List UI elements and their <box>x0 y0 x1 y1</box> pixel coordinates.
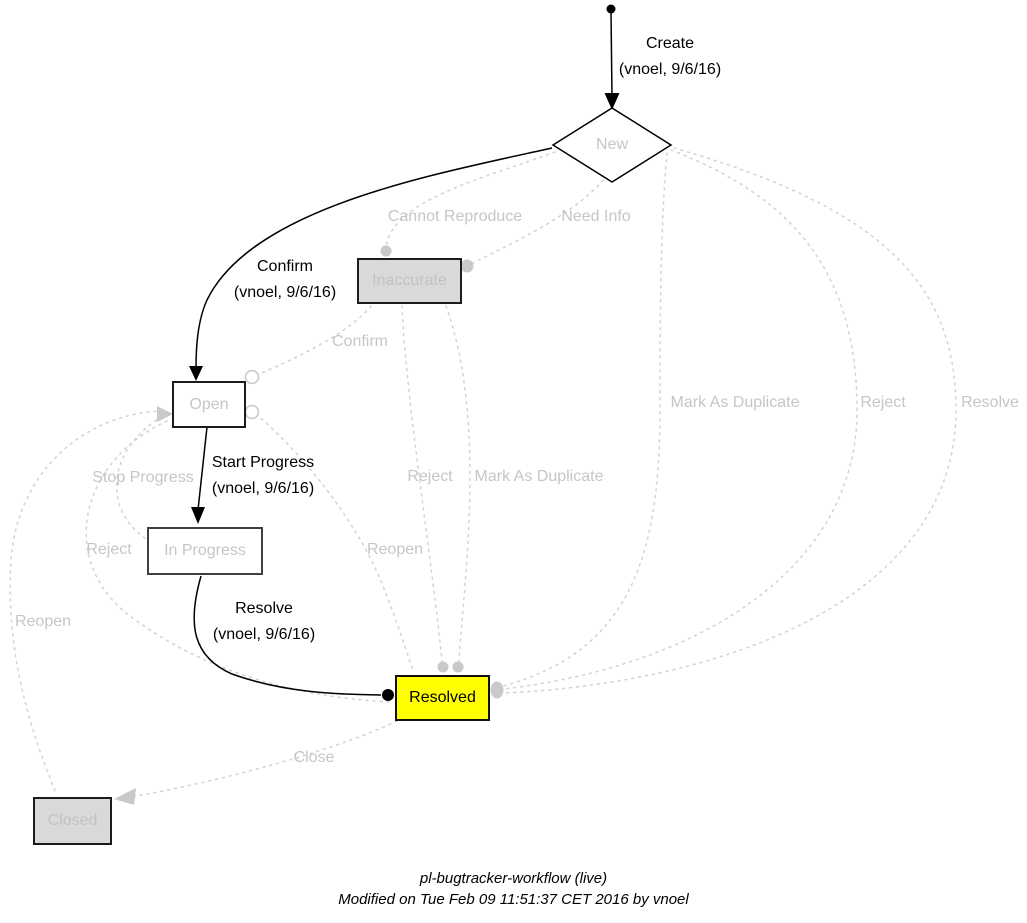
node-in-progress[interactable] <box>147 527 263 575</box>
start-state-dot <box>607 5 616 14</box>
label-confirm-name: Confirm <box>256 258 313 275</box>
start-progress-arrowhead-icon <box>191 507 205 524</box>
node-closed-label: Closed <box>47 812 98 829</box>
label-need-info: Need Info <box>561 208 631 225</box>
label-mark-as-duplicate-new: Mark As Duplicate <box>670 394 800 411</box>
label-confirm-meta: (vnoel, 9/6/16) <box>233 284 337 301</box>
edge-start-progress <box>198 427 207 510</box>
label-reject-open: Reject <box>86 541 132 558</box>
diagram-title: pl-bugtracker-workflow (live) <box>419 870 608 887</box>
diagram-modified-info: Modified on Tue Feb 09 11:51:37 CET 2016 by vnoel <box>338 891 689 908</box>
endpoint-dot <box>461 260 474 273</box>
label-resolve-meta: (vnoel, 9/6/16) <box>212 626 316 643</box>
label-close: Close <box>293 749 335 766</box>
label-create-meta: (vnoel, 9/6/16) <box>618 61 722 78</box>
label-confirm <box>234 254 336 306</box>
label-resolve-new: Resolve <box>961 394 1019 411</box>
node-inaccurate-label: Inaccurate <box>372 272 447 289</box>
node-inaccurate[interactable] <box>357 258 462 304</box>
label-start-progress <box>212 450 314 502</box>
confirm-arrowhead-icon <box>189 366 203 381</box>
label-confirm-inactive: Confirm <box>331 333 389 350</box>
label-create-name: Create <box>645 35 695 52</box>
edge-reject-new <box>503 150 857 689</box>
resolve-endpoint-dot <box>382 689 394 701</box>
label-start-progress-meta: (vnoel, 9/6/16) <box>211 480 315 497</box>
edge-close <box>131 721 397 797</box>
label-start-progress-name: Start Progress <box>211 454 315 471</box>
label-reject-inaccurate: Reject <box>407 468 453 485</box>
node-resolved-label: Resolved <box>409 689 476 706</box>
label-reopen-resolved: Reopen <box>366 541 424 558</box>
close-arrowhead-icon <box>114 788 136 805</box>
endpoint-ring <box>246 371 259 384</box>
endpoint-dot <box>438 662 449 673</box>
endpoint-dot <box>453 662 464 673</box>
label-reopen-closed: Reopen <box>14 613 72 630</box>
node-in-progress-label: In Progress <box>164 542 246 559</box>
label-stop-progress: Stop Progress <box>92 469 194 486</box>
open-incoming-arrowhead-icon <box>157 406 173 422</box>
node-open[interactable] <box>172 381 246 428</box>
label-create <box>619 31 721 83</box>
edge-mark-as-duplicate-new <box>503 153 667 686</box>
endpoint-dot <box>381 246 392 257</box>
node-closed[interactable] <box>33 797 112 845</box>
label-mark-as-duplicate-inaccurate: Mark As Duplicate <box>474 468 604 485</box>
label-reject-new: Reject <box>860 394 906 411</box>
node-resolved[interactable] <box>395 675 490 721</box>
label-resolve <box>213 596 315 648</box>
endpoint-ring <box>246 406 259 419</box>
node-new-label: New <box>595 136 629 153</box>
edge-create <box>611 13 612 97</box>
node-open-label: Open <box>189 395 229 413</box>
label-cannot-reproduce: Cannot Reproduce <box>387 208 523 225</box>
endpoint-dot <box>491 682 504 699</box>
label-resolve-name: Resolve <box>235 600 293 617</box>
